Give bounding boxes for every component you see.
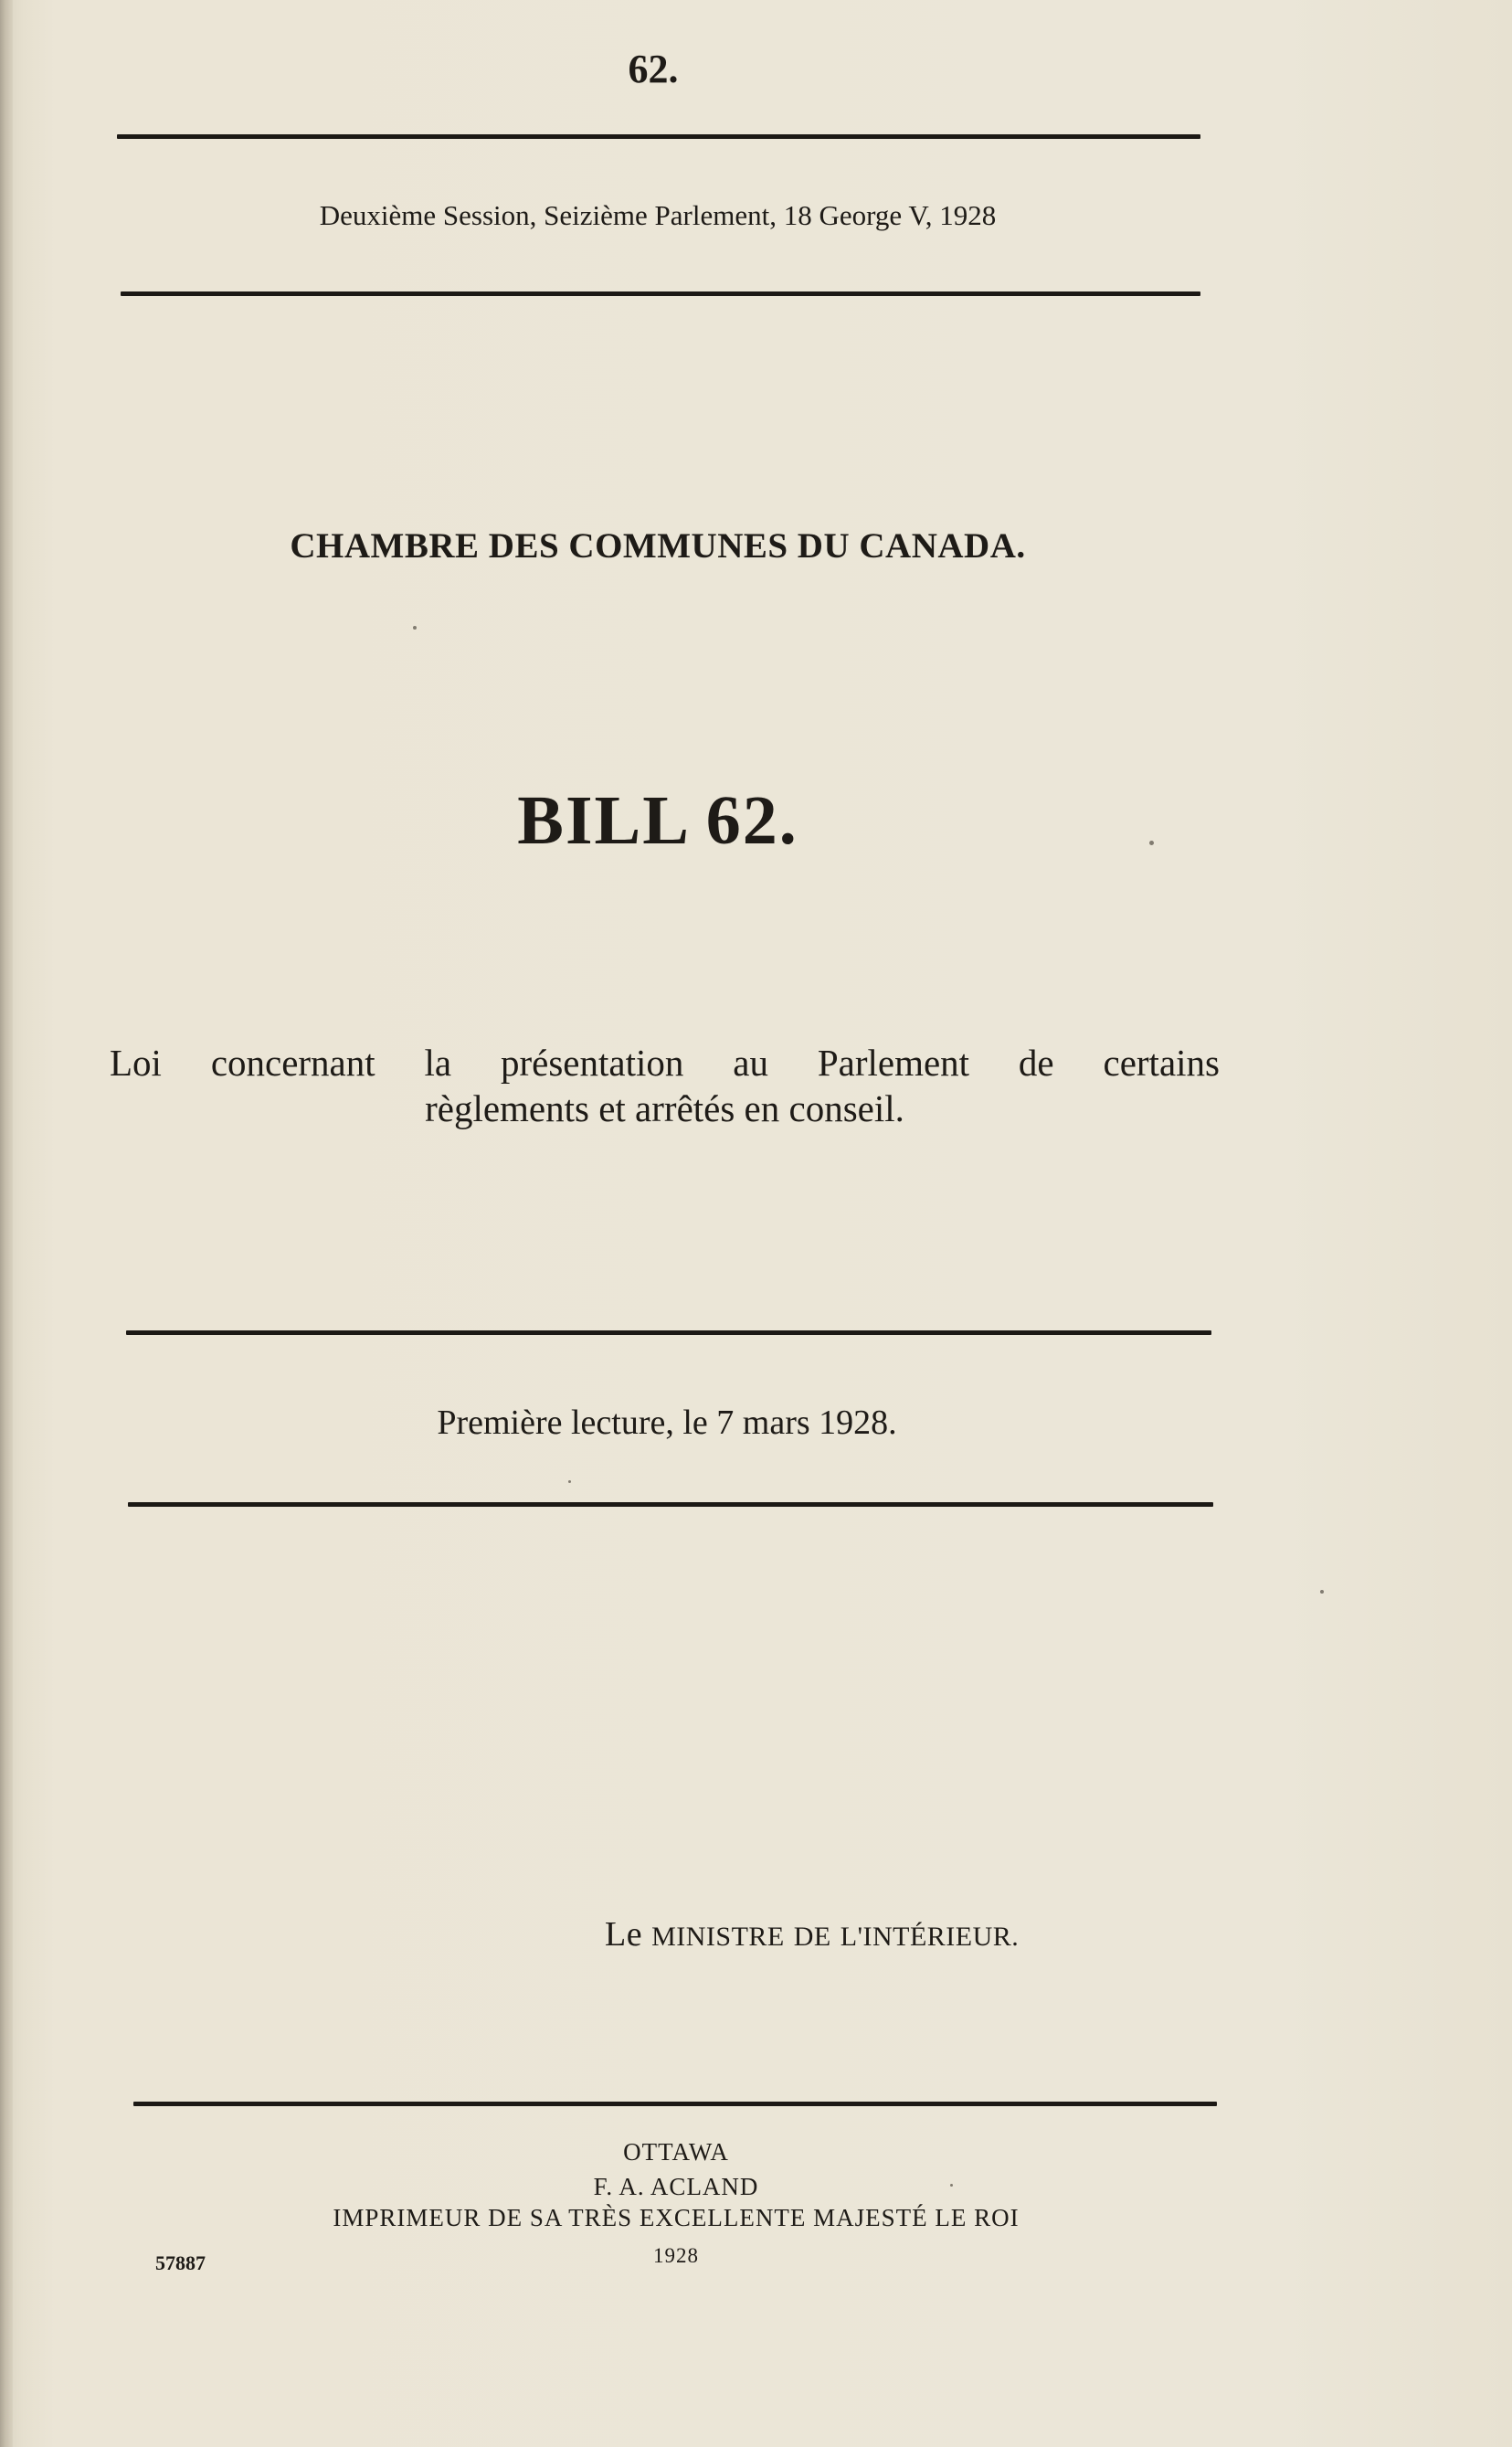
sponsor-line [605,1914,1019,1954]
session-line: Deuxième Session, Seizième Parlement, 18 George V, 1928 [319,199,997,231]
top-rule-1 [117,134,1200,139]
bill-short-title [110,1040,1220,1131]
page-binding-edge [0,0,13,2447]
imprint-printer: F. A. ACLAND [593,2173,759,2200]
imprint-year: 1928 [653,2244,699,2267]
imprint-city: OTTAWA [623,2138,729,2166]
reference-number: 57887 [155,2251,206,2274]
paper-speck [413,626,417,630]
chamber-heading: CHAMBRE DES COMMUNES DU CANADA. [290,526,1026,566]
bottom-rule [133,2102,1217,2106]
bill-title: BILL 62. [517,782,798,859]
paper-speck [1149,841,1154,845]
first-reading-line: Première lecture, le 7 mars 1928. [437,1404,897,1442]
imprint-title: IMPRIMEUR DE SA TRÈS EXCELLENTE MAJESTÉ LE ROI [333,2204,1020,2231]
sponsor-word-2: DE [793,1922,831,1952]
short-title-line-2: règlements et arrêtés en conseil. [425,1087,904,1129]
paper-speck [1320,1590,1324,1594]
middle-rule-2 [128,1502,1213,1507]
sponsor-word-1: MINISTRE [651,1922,785,1952]
paper-speck [950,2184,953,2187]
sponsor-prefix: Le [605,1915,652,1954]
sponsor-word-3: L'INTÉRIEUR. [840,1922,1020,1952]
short-title-line-1: Loi concernant la présentation au Parlement de certains [110,1042,1220,1084]
page-number: 62. [628,47,679,91]
paper-speck [568,1480,571,1483]
top-rule-2 [121,291,1200,296]
middle-rule-1 [126,1330,1211,1335]
